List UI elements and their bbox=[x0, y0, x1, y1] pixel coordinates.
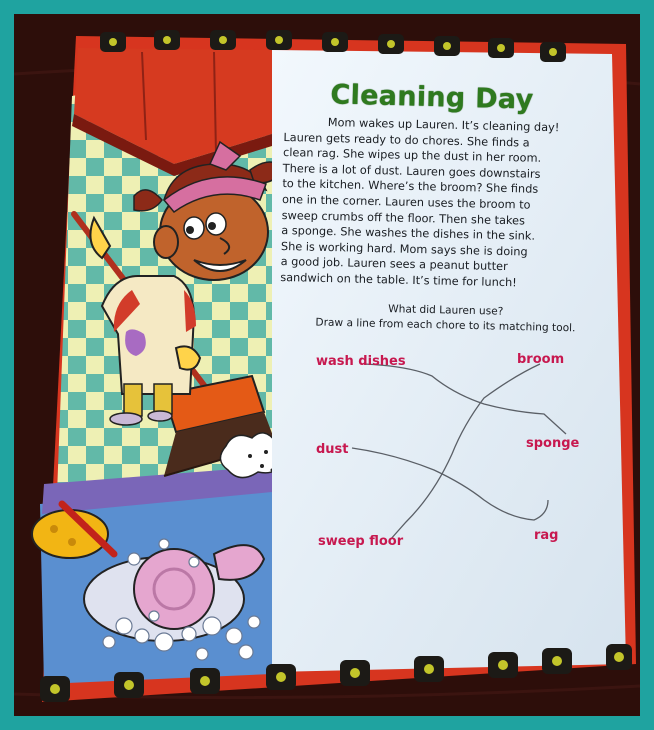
story-line: sandwich on the table. It’s time for lunch! bbox=[280, 270, 517, 290]
story-line: sweep crumbs off the floor. Then she takes bbox=[281, 208, 526, 228]
question-text: What did Lauren use? bbox=[388, 303, 504, 318]
story-text bbox=[280, 114, 584, 292]
story-line: one in the corner. Lauren uses the broom to bbox=[281, 192, 531, 212]
tool-rag: rag bbox=[534, 528, 559, 543]
story-line: She is working hard. Mom says she is doing bbox=[280, 239, 528, 259]
chore-dust: dust bbox=[316, 442, 349, 457]
story-line: Mom wakes up Lauren. It’s cleaning day! bbox=[327, 115, 560, 135]
page-title: Cleaning Day bbox=[330, 79, 534, 116]
tool-broom: broom bbox=[517, 352, 565, 367]
tool-sponge: sponge bbox=[526, 436, 580, 451]
story-line: Lauren gets ready to do chores. She finds a bbox=[283, 130, 530, 150]
photo-frame bbox=[14, 14, 640, 716]
story-line: a good job. Lauren sees a peanut butter bbox=[280, 255, 508, 274]
chore-sweep-floor: sweep floor bbox=[318, 534, 404, 549]
chore-wash-dishes: wash dishes bbox=[316, 354, 406, 369]
story-line: clean rag. She wipes up the dust in her room. bbox=[282, 146, 542, 166]
instruction-text: Draw a line from each chore to its matching tool. bbox=[315, 316, 576, 335]
story-line: a sponge. She washes the dishes in the sink. bbox=[281, 224, 536, 243]
story-line: to the kitchen. Where’s the broom? She finds bbox=[282, 177, 539, 197]
story-line: There is a lot of dust. Lauren goes downstairs bbox=[282, 161, 541, 181]
